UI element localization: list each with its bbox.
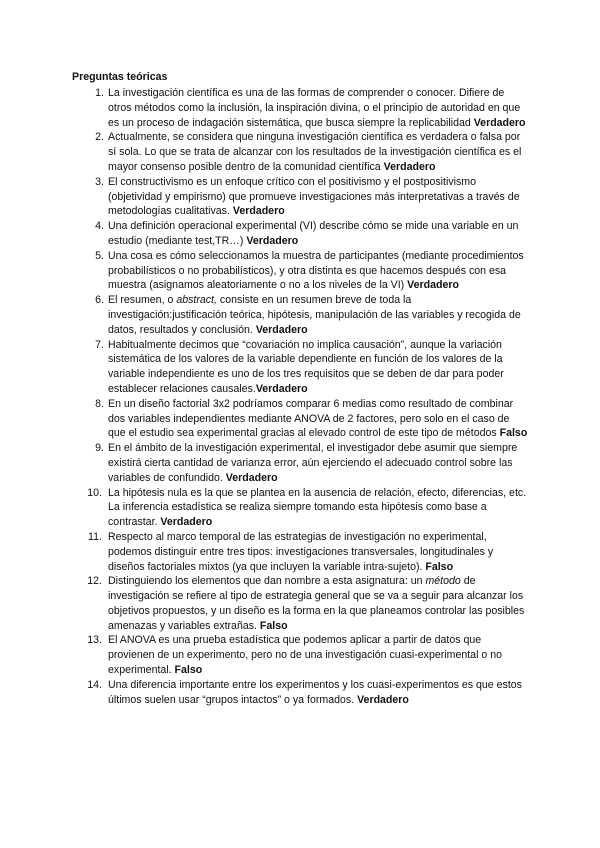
- answer-label: Falso: [259, 619, 288, 632]
- question-number: 13.: [87, 634, 102, 647]
- question-emphasis: abstract,: [176, 294, 217, 307]
- question-item: [72, 219, 528, 249]
- question-text: La investigación científica es una de las formas de comprender o conocer. Difiere de otros métodos como la inclusión, la inspiración divina, o el principio de autoridad en que es un proceso de indagación sistemática, que busca siempre la replicabilidad: [108, 87, 521, 129]
- answer-label: Verdadero: [473, 116, 526, 129]
- question-item: [72, 486, 528, 530]
- answer-label: Verdadero: [160, 516, 213, 529]
- question-number: 3.: [95, 175, 104, 188]
- answer-label: Verdadero: [407, 279, 459, 292]
- question-text: En un diseño factorial 3x2 podríamos comparar 6 medias como resultado de combinar dos variables independientes mediante ANOVA de 2 factores, pero solo en el caso de que el estudio sea experimental gracias al elevado control de este tipo de métodos: [108, 397, 514, 440]
- question-text: Una cosa es cómo seleccionamos la muestra de participantes (mediante procedimientos probabilísticos o no probabilísticos), y otra distinta es que hacemos después con esa muestra (asignamos aleatoriamente o no a los niveles de la VI): [108, 249, 524, 292]
- question-text-continued: de investigación se refiere al tipo de estrategia general que se va a seguir para alcanzar los objetivos propuestos, y un diseño es la forma en la que planeamos controlar las posibles amenazas y variables extrañas.: [108, 575, 525, 632]
- answer-label: Verdadero: [357, 693, 409, 706]
- answer-label: Falso: [499, 427, 528, 440]
- question-item: [72, 249, 528, 293]
- question-number: 4.: [95, 220, 104, 233]
- question-text: Respecto al marco temporal de las estrategias de investigación no experimental, podemos distinguir entre tres tipos: investigaciones transversales, longitudinales y diseños factoriales mixtos (ya que incluyen la variable intra-sujeto).: [108, 530, 494, 573]
- question-item: [72, 633, 528, 677]
- question-text: La hipótesis nula es la que se plantea en la ausencia de relación, efecto, diferencias, etc. La inferencia estadística se realiza siempre tomando esta hipótesis como base a contrastar.: [108, 486, 527, 529]
- question-number: 6.: [95, 294, 104, 307]
- question-item: [72, 293, 528, 337]
- question-item: [72, 130, 528, 174]
- question-number: 14.: [87, 678, 102, 691]
- answer-label: Verdadero: [232, 205, 285, 218]
- question-text: El constructivismo es un enfoque crítico con el positivismo y el postpositivismo (objetividad y empirismo) que promueve investigaciones más interpretativas a través de metodologías cualitativas.: [108, 175, 520, 218]
- answer-label: Verdadero: [383, 160, 436, 173]
- question-text: Una diferencia importante entre los experimentos y los cuasi-experimentos es que estos últimos suelen usar “grupos intactos” o ya formados.: [108, 678, 522, 706]
- section-title: Preguntas teóricas: [72, 71, 168, 83]
- question-item: [72, 338, 528, 397]
- question-number: 1.: [95, 87, 104, 99]
- question-item: [72, 574, 528, 633]
- answer-label: Falso: [425, 560, 454, 573]
- question-text: Una definición operacional experimental (VI) describe cómo se mide una variable en un estudio (mediante test,TR…): [108, 220, 519, 247]
- question-item: [72, 175, 528, 219]
- question-item: [72, 397, 528, 441]
- question-text: Distinguiendo los elementos que dan nombre a esta asignatura: un: [108, 575, 426, 588]
- question-text: El resumen, o: [108, 294, 177, 307]
- question-item: [72, 86, 528, 130]
- answer-label: Verdadero: [246, 234, 299, 247]
- question-emphasis: método: [425, 575, 461, 588]
- question-number: 2.: [95, 131, 104, 144]
- question-number: 5.: [95, 249, 104, 262]
- question-number: 9.: [95, 442, 104, 455]
- question-number: 7.: [95, 338, 104, 351]
- question-text: Actualmente, se considera que ninguna investigación científica es verdadera o falsa por sí sola. Lo que se trata de alcanzar con los resultados de la investigación científica es el mayor consenso posible dentro de la comunidad científica: [108, 131, 522, 173]
- answer-label: Falso: [174, 664, 203, 677]
- answer-label: Verdadero: [255, 323, 308, 336]
- question-list: [72, 86, 528, 707]
- question-number: 10.: [87, 486, 102, 499]
- question-item: [72, 441, 528, 485]
- question-text: En el ámbito de la investigación experimental, el investigador debe asumir que siempre existirá cierta cantidad de varianza error, aún ejerciendo el adecuado control sobre las variables de confundido.: [108, 442, 518, 484]
- question-text-continued: consiste en un resumen breve de toda la investigación:justificación teórica, hipótesis, manipulación de las variables y recogida de datos, resultados y conclusión.: [108, 294, 521, 336]
- question-item: [72, 530, 528, 574]
- question-text: El ANOVA es una prueba estadística que podemos aplicar a partir de datos que provienen de un experimento, pero no de una investigación cuasi-experimental o no experimental.: [108, 634, 502, 677]
- question-number: 8.: [95, 397, 104, 410]
- question-text: Habitualmente decimos que “covariación no implica causación”, aunque la variación sistemática de los valores de la variable dependiente en función de los valores de la variable independiente es uno de los tres requisitos que se deben de dar para poder establecer relaciones causales.: [108, 338, 504, 395]
- question-number: 11.: [88, 530, 102, 543]
- answer-label: Verdadero: [255, 382, 308, 395]
- question-item: [72, 678, 528, 708]
- question-number: 12.: [87, 575, 102, 588]
- answer-label: Verdadero: [225, 471, 278, 484]
